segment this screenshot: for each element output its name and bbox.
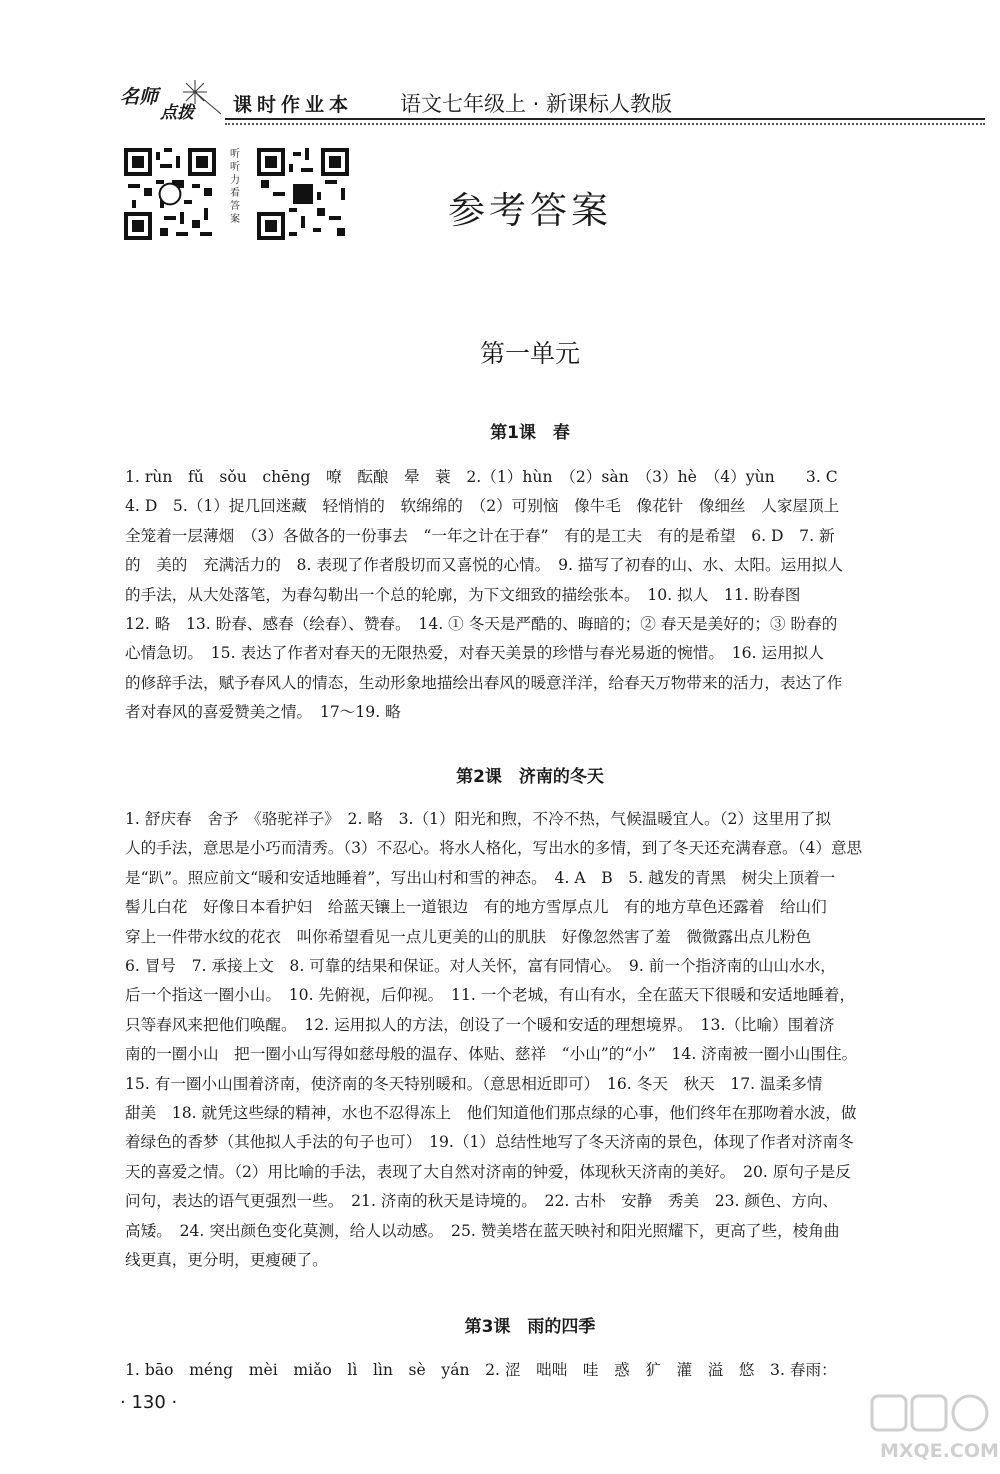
lesson-title: 第3课 雨的四季: [464, 1317, 596, 1337]
watermark-text: MXQE.COM: [880, 1440, 999, 1462]
answer-line: 6. 冒号 7. 承接上文 8. 可靠的结果和保证。对人关怀，富有同情心。 9. 前一个指济南的山山水水，: [125, 957, 836, 976]
brand-name-b: 点拨: [160, 103, 194, 123]
answer-line: 只等春风来把他们唤醒。 12. 运用拟人的方法，创设了一个暖和安适的理想境界。 13.（比喻）围着济: [125, 1015, 835, 1034]
brand-name-a: 名师: [120, 86, 159, 108]
answer-line: 甜美 18. 就凭这些绿的精神，水也不忍得冻上 他们知道他们那点绿的心事，他们终年在那吻着水波，做: [125, 1104, 857, 1123]
answer-line: 1. 舒庆春 舍予 《骆驼祥子》 2. 略 3.（1）阳光和煦，不冷不热，气候温暖宜人。（2）这里用了拟: [125, 810, 831, 828]
answer-line: 4. D 5.（1）捉几回迷藏 轻悄悄的 软绵绵的 （2）可别恼 像牛毛 像花针 像细丝 人家屋顶上: [125, 497, 840, 516]
answer-line: 着绿色的香梦（其他拟人手法的句子也可） 19.（1）总结性地写了冬天济南的景色，体现了作者对济南冬: [125, 1133, 854, 1152]
header-dotted-rule: [225, 123, 985, 125]
answer-line: 的手法，从大处落笔，为春勾勒出一个总的轮廓，为下文细致的描绘张本。 10. 拟人 11. 盼春图: [125, 585, 801, 604]
answer-line: 15. 有一圈小山围着济南，使济南的冬天特别暖和。（意思相近即可） 16. 冬天 秋天 17. 温柔多情: [125, 1074, 823, 1093]
page-number: · 130 ·: [120, 1392, 178, 1413]
page-title: 参考答案: [448, 189, 612, 232]
answer-line: 1. bāo méng mèi miǎo lì lìn sè yán 2. 涩 咄咄 哇 惑 犷 灌 溢 悠 3. 春雨：: [125, 1361, 837, 1379]
answer-paragraph: [125, 1356, 955, 1385]
brand-logo: [115, 78, 225, 126]
answer-line: 后一个指这一圈小山。 10. 先俯视，后仰视。 11. 一个老城，有山有水，全在蓝天下很暖和安适地睡着，: [125, 986, 856, 1005]
answer-line: 问句，表达的语气更强烈一些。 21. 济南的秋天是诗境的。 22. 古朴 安静 秀美 23. 颜色、方向、: [125, 1192, 839, 1211]
subject-label: 语文七年级上 · 新课标人教版: [400, 92, 673, 116]
header-rule: [225, 118, 985, 120]
answer-line: 是“趴”。照应前文“暖和安适地睡着”，写出山村和雪的神态。 4. A B 5. 越发的青黑 树尖上顶着一: [125, 868, 836, 887]
page-header: [115, 78, 985, 126]
answer-line: 髻儿白花 好像日本看护妇 给蓝天镶上一道银边 有的地方雪厚点儿 有的地方草色还露着 给山们: [125, 898, 827, 917]
answer-line: 12. 略 13. 盼春、感春（绘春）、赞春。 14. ① 冬天是严酷的、晦暗的；② 春天是美好的；③ 盼春的: [125, 615, 838, 634]
answer-paragraph: [125, 805, 955, 1276]
answer-line: 人的手法，意思是小巧而清秀。（3）不忍心。将水人格化，写出水的多情，到了冬天还充满春意。（4）意思: [125, 839, 863, 858]
answer-line: 者对春风的喜爱赞美之情。 17～19. 略: [125, 703, 401, 722]
answer-line: 高矮。 24. 突出颜色变化莫测，给人以动感。 25. 赞美塔在蓝天映衬和阳光照耀下，更高了些，棱角曲: [125, 1221, 840, 1240]
answer-line: 心情急切。 15. 表达了作者对春天的无限热爱，对春天美景的珍惜与春光易逝的惋惜。 16. 运用拟人: [125, 644, 824, 663]
watermark-seal-icon: [868, 1390, 993, 1440]
answer-line: 1. rùn fǔ sǒu chēng 嘹 酝酿 晕 蓑 2.（1）hùn （2）sàn （3）hè （4）yùn 3. C: [125, 468, 838, 486]
sparkle-icon: [175, 78, 225, 118]
series-name: 课时作业本: [233, 94, 354, 116]
answer-line: 的 美的 充满活力的 8. 表现了作者殷切而又喜悦的心情。 9. 描写了初春的山、水、太阳。运用拟人: [125, 556, 843, 575]
answer-line: 全笼着一层薄烟 （3）各做各的一份事去 “一年之计在于春” 有的是工夫 有的是希望 6. D 7. 新: [125, 526, 835, 545]
answer-line: 线更真，更分明，更瘦硬了。: [125, 1251, 328, 1270]
answer-line: 南的一圈小山 把一圈小山写得如慈母般的温存、体贴、慈祥 “小山”的“小” 14. 济南被一圈小山围住。: [125, 1045, 858, 1064]
answer-paragraph: [125, 463, 955, 728]
answer-line: 天的喜爱之情。（2）用比喻的手法，表现了大自然对济南的钟爱，体现秋天济南的美好。 20. 原句子是反: [125, 1162, 851, 1181]
watermark: [868, 1390, 999, 1470]
answer-line: 穿上一件带水纹的花衣 叫你希望看见一点儿更美的山的肌肤 好像忽然害了羞 微微露出点儿粉色: [125, 927, 812, 946]
answer-line: 的修辞手法，赋予春风人的情态，生动形象地描绘出春风的暖意洋洋，给春天万物带来的活力，表达了作: [125, 673, 843, 692]
lesson-title: 第1课 春: [490, 423, 570, 443]
unit-title: 第一单元: [479, 339, 580, 368]
qr-caption: 听听力 看答案: [230, 149, 240, 225]
lesson-title: 第2课 济南的冬天: [456, 767, 604, 787]
